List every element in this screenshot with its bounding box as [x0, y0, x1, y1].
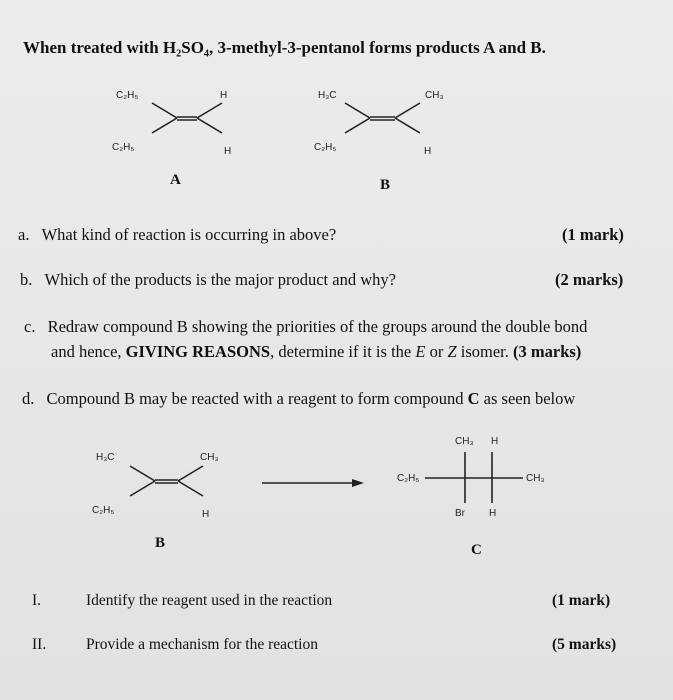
- b2-bottom-left: C₂H₅: [92, 505, 115, 516]
- question-c-marks: (3 marks): [513, 342, 582, 361]
- b1-bottom-left: C₂H₅: [314, 142, 337, 153]
- subquestion-1-text: Identify the reagent used in the reaction: [86, 592, 333, 609]
- question-c-letter: c.: [24, 317, 36, 336]
- label-b-bottom: B: [155, 535, 166, 551]
- label-b-top: B: [380, 177, 391, 193]
- subquestion-2-marks: (5 marks): [552, 636, 617, 653]
- b2-top-right: CH₃: [200, 452, 219, 463]
- structure-b-bottom: [92, 452, 219, 520]
- question-d-text-post: as seen below: [479, 389, 576, 408]
- question-b-marks: (2 marks): [555, 270, 624, 289]
- b1-top-right: CH₃: [425, 90, 444, 101]
- question-b-letter: b.: [20, 270, 33, 289]
- question-c-z: Z: [447, 342, 457, 361]
- question-a-text: What kind of reaction is occurring in above?: [41, 225, 337, 244]
- b2-top-left: H₃C: [96, 452, 115, 463]
- subquestion-1-marks: (1 mark): [552, 592, 611, 609]
- question-a-marks: (1 mark): [562, 225, 624, 244]
- label-c: C: [471, 542, 482, 558]
- reaction-arrow: [262, 479, 364, 487]
- question-c-or: or: [425, 342, 448, 361]
- question-c-text2-mid: , determine if it is the: [270, 342, 416, 361]
- question-b: [20, 270, 396, 290]
- b1-top-left: H₃C: [318, 90, 337, 101]
- b1-bottom-right: H: [424, 146, 432, 157]
- question-d-text-pre: Compound B may be reacted with a reagent to form compound: [46, 389, 468, 408]
- subquestion-1-num: I.: [32, 592, 42, 609]
- c-top2: H: [491, 436, 499, 447]
- structure-c: [397, 436, 545, 519]
- question-c-text2-bold: GIVING REASONS: [125, 342, 271, 361]
- a-bottom-right: H: [224, 146, 232, 157]
- label-a: A: [170, 172, 181, 188]
- question-c-text1: Redraw compound B showing the priorities of the groups around the double bond: [47, 317, 588, 336]
- question-c-line1: [24, 317, 587, 337]
- question-d: [22, 389, 575, 409]
- question-c-e: E: [415, 342, 426, 361]
- b2-bottom-right: H: [202, 509, 210, 520]
- question-a: [18, 225, 336, 245]
- question-c-text2-pre: and hence,: [51, 342, 126, 361]
- question-c-line2: [51, 342, 581, 362]
- subquestion-2-num: II.: [32, 636, 47, 653]
- c-top1: CH₃: [455, 436, 474, 447]
- c-left: C₂H₅: [397, 473, 420, 484]
- structure-b-top: [314, 90, 444, 157]
- c-bottom2: H: [489, 508, 497, 519]
- c-bottom1: Br: [455, 508, 465, 519]
- question-c-text2-post: isomer.: [456, 342, 514, 361]
- a-top-left: C₂H₅: [116, 90, 139, 101]
- subquestion-2-text: Provide a mechanism for the reaction: [86, 636, 318, 653]
- question-d-c: C: [467, 389, 480, 408]
- a-bottom-left: C₂H₅: [112, 142, 135, 153]
- question-b-text: Which of the products is the major product and why?: [44, 270, 396, 289]
- a-top-right: H: [220, 90, 228, 101]
- c-right: CH₃: [526, 473, 545, 484]
- question-a-letter: a.: [18, 225, 30, 244]
- question-title: When treated with H₂SO₄, 3-methyl-3-pentanol forms products A and B.: [23, 38, 546, 57]
- question-d-letter: d.: [22, 389, 35, 408]
- structure-a: [112, 90, 231, 157]
